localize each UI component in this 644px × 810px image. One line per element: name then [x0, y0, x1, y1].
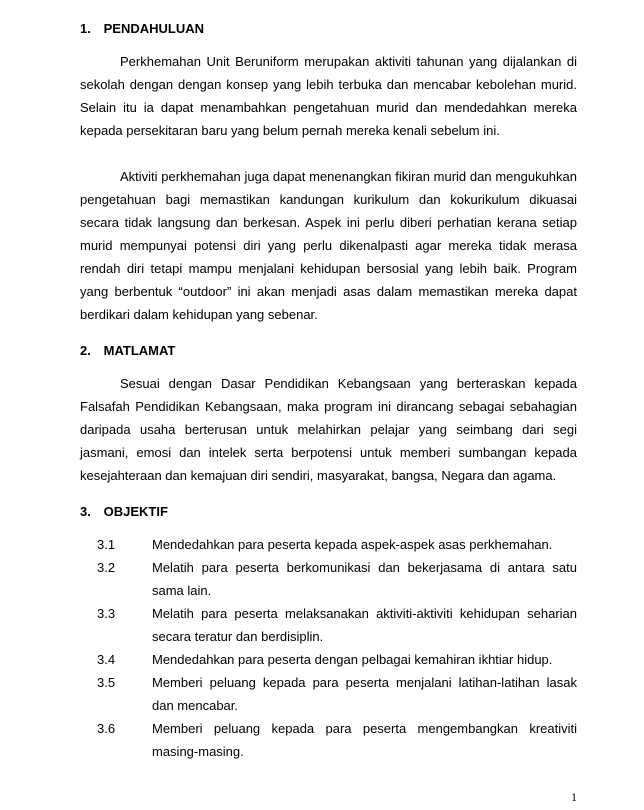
section-heading-matlamat: [80, 343, 175, 359]
list-item: [80, 556, 577, 602]
section-title: PENDAHULUAN: [103, 21, 205, 36]
section-number: 3.: [80, 504, 91, 519]
objective-number: 3.5: [97, 675, 116, 690]
objective-text: Melatih para peserta berkomunikasi dan bekerjasama di antara satu sama lain.: [152, 560, 577, 598]
section-title: MATLAMAT: [103, 343, 176, 358]
list-item: [80, 533, 577, 556]
section-heading-objektif: [80, 504, 168, 520]
page-number: 1: [571, 790, 577, 804]
paragraph: Aktiviti perkhemahan juga dapat menenangkan fikiran murid dan mengukuhkan pengetahuan bagi memastikan kandungan kurikulum dan kokurikulum dikuasai secara tidak langsung dan berkesan. Aspek ini perlu diberi perhatian kerana setiap murid mempunyai potensi diri yang perlu dikenalpasti agar mereka tidak merasa rendah diri tetapi mampu menjalani kehidupan bersosial yang lebih baik. Program yang berbentuk “outdoor” ini akan menjadi asas dalam memastikan mereka dapat berdikari dalam kehidupan yang sebenar.: [80, 169, 577, 322]
objective-text: Mendedahkan para peserta kepada aspek-aspek asas perkhemahan.: [152, 537, 553, 552]
objective-number: 3.6: [97, 721, 116, 736]
list-item: [80, 602, 577, 648]
section-number: 1.: [80, 21, 91, 36]
paragraph: Sesuai dengan Dasar Pendidikan Kebangsaan yang berteraskan kepada Falsafah Pendidikan Kebangsaan, maka program ini dirancang sebagai sebahagian daripada usaha berterusan untuk melahirkan pelajar yang seimbang dari segi jasmani, emosi dan intelek serta berpotensi untuk memberi sumbangan kepada kesejahteraan dan kemajuan diri sendiri, masyarakat, bangsa, Negara dan agama.: [80, 376, 577, 483]
objective-number: 3.3: [97, 606, 116, 621]
list-item: [80, 717, 577, 763]
list-item: [80, 671, 577, 717]
list-item: [80, 648, 577, 671]
objective-number: 3.4: [97, 652, 116, 667]
objective-text: Memberi peluang kepada para peserta mengembangkan kreativiti masing-masing.: [152, 721, 577, 759]
objective-list: [80, 533, 577, 763]
section-heading-pendahuluan: [80, 21, 204, 37]
section-number: 2.: [80, 343, 91, 358]
section-title: OBJEKTIF: [103, 504, 168, 519]
objective-text: Memberi peluang kepada para peserta menjalani latihan-latihan lasak dan mencabar.: [152, 675, 577, 713]
objective-number: 3.1: [97, 537, 116, 552]
paragraph: Perkhemahan Unit Beruniform merupakan aktiviti tahunan yang dijalankan di sekolah dengan dengan konsep yang lebih terbuka dan mencabar kebolehan murid. Selain itu ia dapat menambahkan pengetahuan murid dan mendedahkan mereka kepada persekitaran baru yang belum pernah mereka kenali sebelum ini.: [80, 54, 577, 138]
objective-text: Melatih para peserta melaksanakan aktiviti-aktiviti kehidupan seharian secara teratur dan berdisiplin.: [152, 606, 577, 644]
objective-number: 3.2: [97, 560, 116, 575]
objective-text: Mendedahkan para peserta dengan pelbagai kemahiran ikhtiar hidup.: [152, 652, 553, 667]
